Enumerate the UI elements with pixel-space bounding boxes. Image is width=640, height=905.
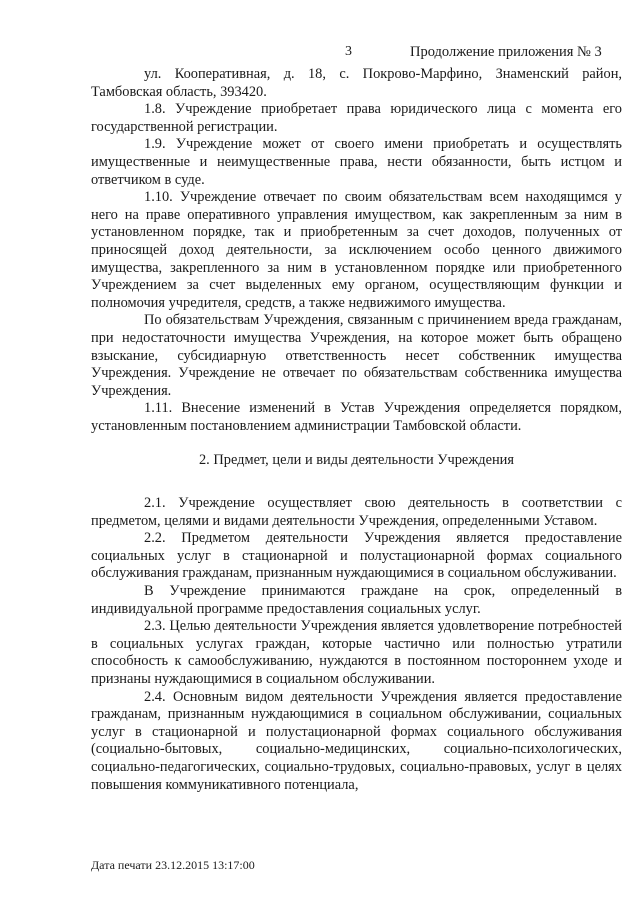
- paragraph-admission: В Учреждение принимаются граждане на срок, определенный в индивидуальной программе предоставления социальных услуг.: [91, 583, 622, 617]
- appendix-label: Продолжение приложения № 3: [410, 44, 602, 60]
- paragraph-obligations: По обязательствам Учреждения, связанным с причинением вреда гражданам, при недостаточности имущества Учреждения, на которое может быть обращено взыскание, субсидиарную ответственность несет собственник имущества Учреждения. Учреждение не отвечает по обязательствам собственника имущества Учреждения.: [91, 312, 622, 399]
- paragraph-1-10: 1.10. Учреждение отвечает по своим обязательствам всем находящимся у него на праве оперативного управления имуществом, как закрепленным за ним в установленном порядке, так и приобретенным за счет доходов, полученных от приносящей доход деятельности, за исключением особо ценного движимого имущества, закрепленного за ним в установленном порядке или приобретенного Учреждением за счет выделенных ему органом, осуществляющим функции и полномочия учредителя, средств, а также недвижимого имущества.: [91, 189, 622, 311]
- print-date: Дата печати 23.12.2015 13:17:00: [91, 858, 255, 872]
- paragraph-2-3: 2.3. Целью деятельности Учреждения является удовлетворение потребностей в социальных услугах граждан, которые частично или полностью утратили способность к самообслуживанию, нуждаются в постоянном постороннем уходе и признаны нуждающимися в социальном обслуживании.: [91, 618, 622, 687]
- paragraph-1-8: 1.8. Учреждение приобретает права юридического лица с момента его государственной регистрации.: [91, 101, 622, 135]
- paragraph-address: ул. Кооперативная, д. 18, с. Покрово-Марфино, Знаменский район, Тамбовская область, 393420.: [91, 66, 622, 100]
- paragraph-2-1: 2.1. Учреждение осуществляет свою деятельность в соответствии с предметом, целями и видами деятельности Учреждения, определенными Уставом.: [91, 495, 622, 529]
- section-2-title: 2. Предмет, цели и виды деятельности Учреждения: [198, 452, 514, 469]
- paragraph-1-11: 1.11. Внесение изменений в Устав Учреждения определяется порядком, установленным постановлением администрации Тамбовской области.: [91, 400, 622, 434]
- document-body: [91, 66, 622, 794]
- page-number: 3: [345, 44, 352, 59]
- paragraph-1-9: 1.9. Учреждение может от своего имени приобретать и осуществлять имущественные и неимущественные права, нести обязанности, быть истцом и ответчиком в суде.: [91, 136, 622, 188]
- paragraph-2-4: 2.4. Основным видом деятельности Учреждения является предоставление гражданам, признанным нуждающимися в социальном обслуживании, социальных услуг в стационарной и полустационарной формах социального обслуживания (социально-бытовых, социально-медицинских, социально-психологических, социально-педагогических, социально-трудовых, социально-правовых, услуг в целях повышения коммуникативного потенциала,: [91, 688, 622, 793]
- paragraph-2-2: 2.2. Предметом деятельности Учреждения является предоставление социальных услуг в стационарной и полустационарной формах социального обслуживания гражданам, признанным нуждающимися в социальном обслуживании.: [91, 530, 622, 582]
